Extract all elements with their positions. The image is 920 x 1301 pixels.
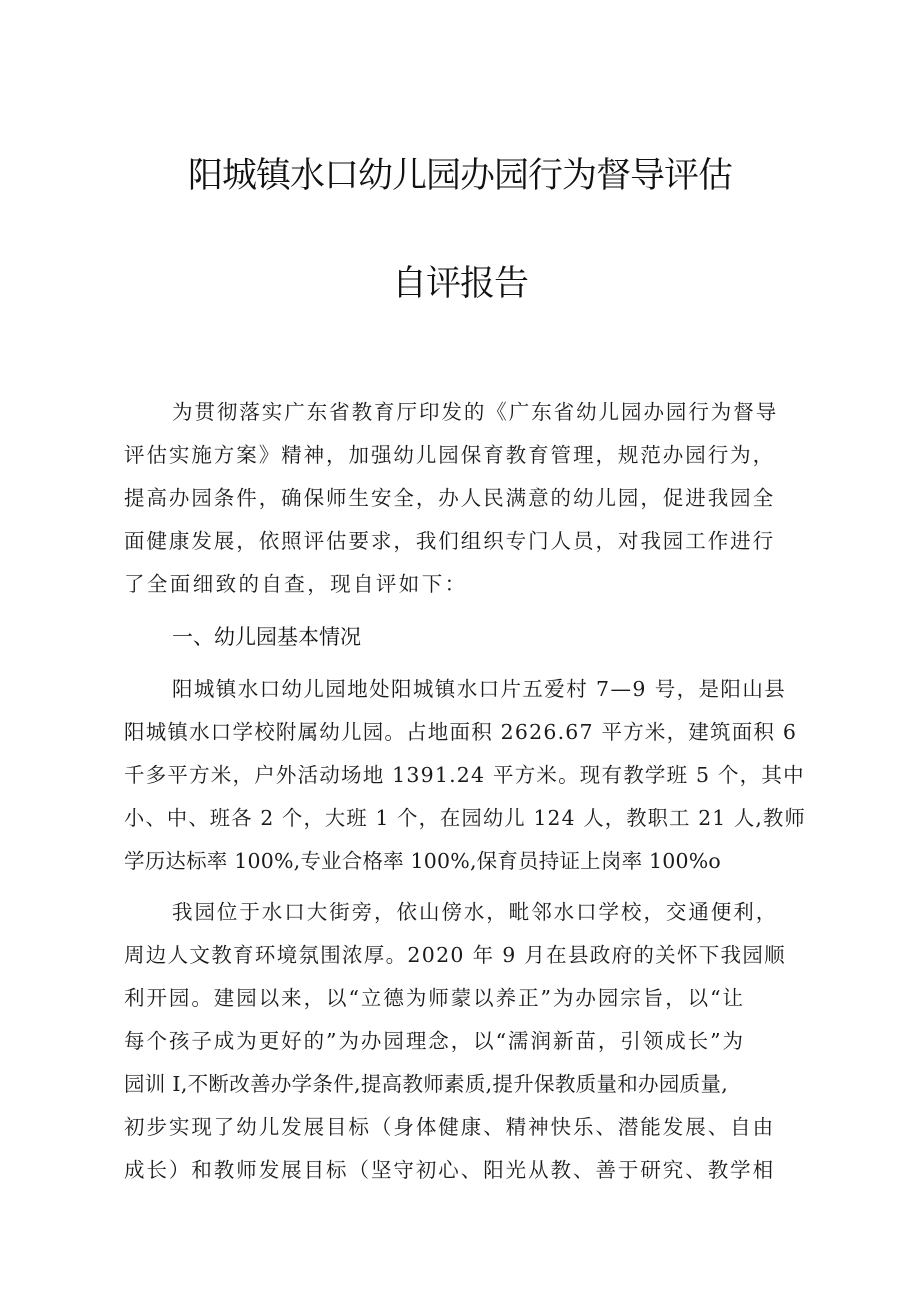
paragraph-line: 阳城镇水口幼儿园地处阳城镇水口片五爱村 7—9 号，是阳山县 [172, 677, 787, 701]
paragraph-line: 利开园。建园以来，以“立德为师蒙以养正”为办园宗旨，以“让 [124, 986, 745, 1010]
intro-line: 提高办园条件，确保师生安全，办人民满意的幼儿园，促进我园全 [124, 486, 776, 510]
paragraph-line: 周边人文教育环境氛围浓厚。2020 年 9 月在县政府的关怀下我园顺 [124, 943, 786, 967]
paragraph-line: 千多平方米，户外活动场地 1391.24 平方米。现有教学班 5 个，其中 [124, 763, 805, 787]
intro-line: 了全面细致的自查，现自评如下： [124, 572, 468, 596]
document-title-line-2: 自评报告 [391, 264, 528, 304]
intro-line: 为贯彻落实广东省教育厅印发的《广东省幼儿园办园行为督导 [172, 400, 779, 424]
paragraph-line: 学历达标率 100%,专业合格率 100%,保育员持证上岗率 100%o [124, 849, 721, 873]
paragraph-line: 每个孩子成为更好的”为办园理念，以“濡润新苗，引领成长”为 [124, 1029, 745, 1053]
paragraph-line: 初步实现了幼儿发展目标（身体健康、精神快乐、潜能发展、自由 [124, 1115, 776, 1139]
section-heading: 一、幼儿园基本情况 [172, 625, 361, 649]
paragraph-line: 阳城镇水口学校附属幼儿园。占地面积 2626.67 平方米，建筑面积 6 [124, 720, 798, 744]
intro-line: 评估实施方案》精神，加强幼儿园保育教育管理，规范办园行为， [124, 443, 776, 467]
paragraph-line: 成长）和教师发展目标（坚守初心、阳光从教、善于研究、教学相 [124, 1158, 776, 1182]
paragraph-line: 我园位于水口大街旁，依山傍水，毗邻水口学校，交通便利， [172, 900, 779, 924]
document-title-line-1: 阳城镇水口幼儿园办园行为督导评估 [187, 156, 732, 196]
intro-line: 面健康发展，依照评估要求，我们组织专门人员，对我园工作进行 [124, 529, 776, 553]
paragraph-line: 小、中、班各 2 个，大班 1 个，在园幼儿 124 人，教职工 21 人,教师 [124, 806, 806, 830]
paragraph-line: 园训 I,不断改善办学条件,提高教师素质,提升保教质量和办园质量, [124, 1072, 729, 1096]
